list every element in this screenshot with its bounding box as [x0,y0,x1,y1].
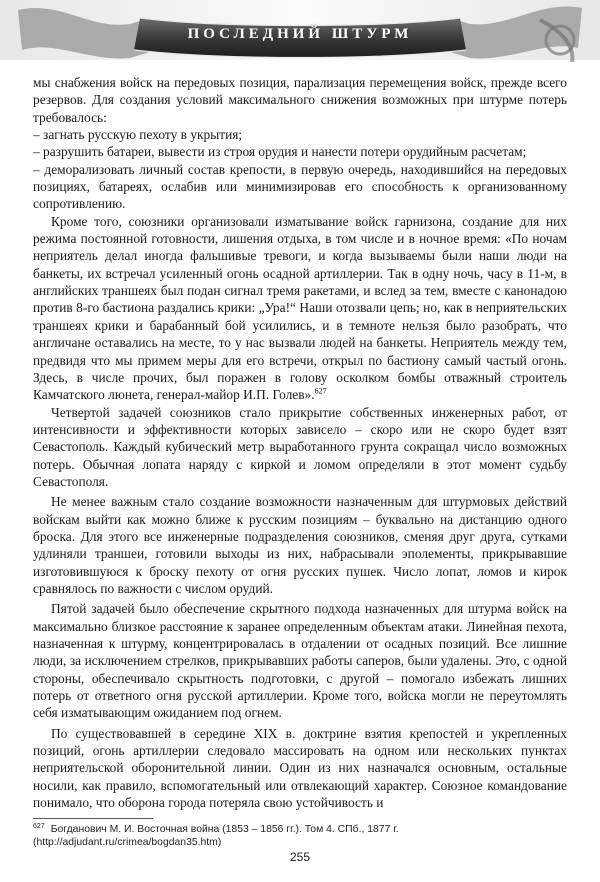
paragraph-text: Кроме того, союзники организовали изматывание войск гарнизона, создание для них режима постоянной готовности, лишения отдыха, в том числе и в ночное время: «По ночам неприятель делал иногда фальшивые тревоги, и когда вызываемы были наши люди на банкеты, их встречал усиленный огонь осадной артиллерии. Так в одну ночь, часу в 11-м, в английских траншеях был подан сигнал тремя ракетами, и вслед за тем, вместе с канонадою против 8-го бастиона раздались крики: „Ура!“ Наши отозвали цепь; но, как в неприятельских траншеях крики и барабанный бой усилились, и в темноте нельзя было разобрать, что англичане оставались на месте, то у нас вызвали людей на банкеты. Неприятель между тем, предвидя что мы примем меры для его встречи, открыл по бастиону самый частый огонь. Здесь, в числе прочих, был поражен в голову осколком бомбы отважный строитель Камчатского люнета, генерал-майор И.П. Голев». [33,213,567,403]
running-header-title: ПОСЛЕДНИЙ ШТУРМ [187,26,413,42]
paragraph: Пятой задачей было обеспечение скрытного подхода назначенных для штурма войск на максимально близкое расстояние к заранее определенным объектам атаки. Линейная пехота, назначенная к штурму, концентрировалась в отдалении от осадных позиций. Все лишние люди, за исключением стрелков, прикрывавших работы саперов, были удалены. Это, с одной стороны, обеспечивало скрытность подготовки, с другой – помогало избежать лишних потерь от ответного огня русской артиллерии. Кроме того, войска могли не переутомлять себя изматывающим ожиданием под огнем. [33,601,567,721]
footnote-reference[interactable]: 627 [314,386,327,396]
paragraph: Четвертой задачей союзников стало прикрытие собственных инженерных работ, от интенсивности и эффективности которых зависело – скоро или не скоро будет взят Севастополь. Каждый кубический метр выработанного грунта сокращал число возможных потерь. Обычная лопата наряду с киркой и ломом определяли в этот момент судьбу Севастополя. [33,404,567,489]
list-item: – разрушить батареи, вывести из строя орудия и нанести потери орудийным расчетам; [33,144,527,160]
footnote-number: 627 [33,822,45,830]
chapter-header-banner [0,0,600,72]
paragraph: Не менее важным стало создание возможности назначенным для штурмовых действий войскам выйти как можно ближе к русским позициям – буквально на дистанцию одного броска. Для этого все инженерные подразделения союзников, сменяя друг друга, сутками удлиняли траншеи, готовили выходы из них, набрасывали эполементы, прикрывавшие изготовившуюся к броску пехоту от огня русских пушек. Число лопат, ломов и кирок сравнялось по важности с числом орудий. [33,494,567,596]
list-item: – деморализовать личный состав крепости, в первую очередь, находившийся на передовых позициях, батареях, ослабив или минимизировав его способность к организованному сопротивлению. [33,161,567,212]
footnote-divider [33,818,153,819]
body-text [33,74,567,811]
footnote [33,823,567,849]
footnote-text: Богданович М. И. Восточная война (1853 – 1856 гг.). Том 4. СПб., 1877 г. (http://adjudant.ru/crimea/bogdan35.htm) [33,824,399,848]
paragraph: По существовавшей в середине XIX в. доктрине взятия крепостей и укрепленных позиций, огонь артиллерии следовало массировать на одном или нескольких пунктах неприятельской оборонительной линии. Один из них назначался основным, остальные носили, как правило, вспомогательный или отвлекающий характер. Союзное командование понимало, что оборона города потеряла свою устойчивость и [33,725,567,811]
paragraph-with-quote [33,213,567,404]
page-number: 255 [289,850,311,864]
paragraph: мы снабжения войск на передовых позиция, парализация перемещения войск, прежде всего резервов. Для создания условий максимального снижения возможных при штурме потерь требовалось: [33,75,567,125]
list-item: – загнать русскую пехоту в укрытия; [33,127,243,143]
